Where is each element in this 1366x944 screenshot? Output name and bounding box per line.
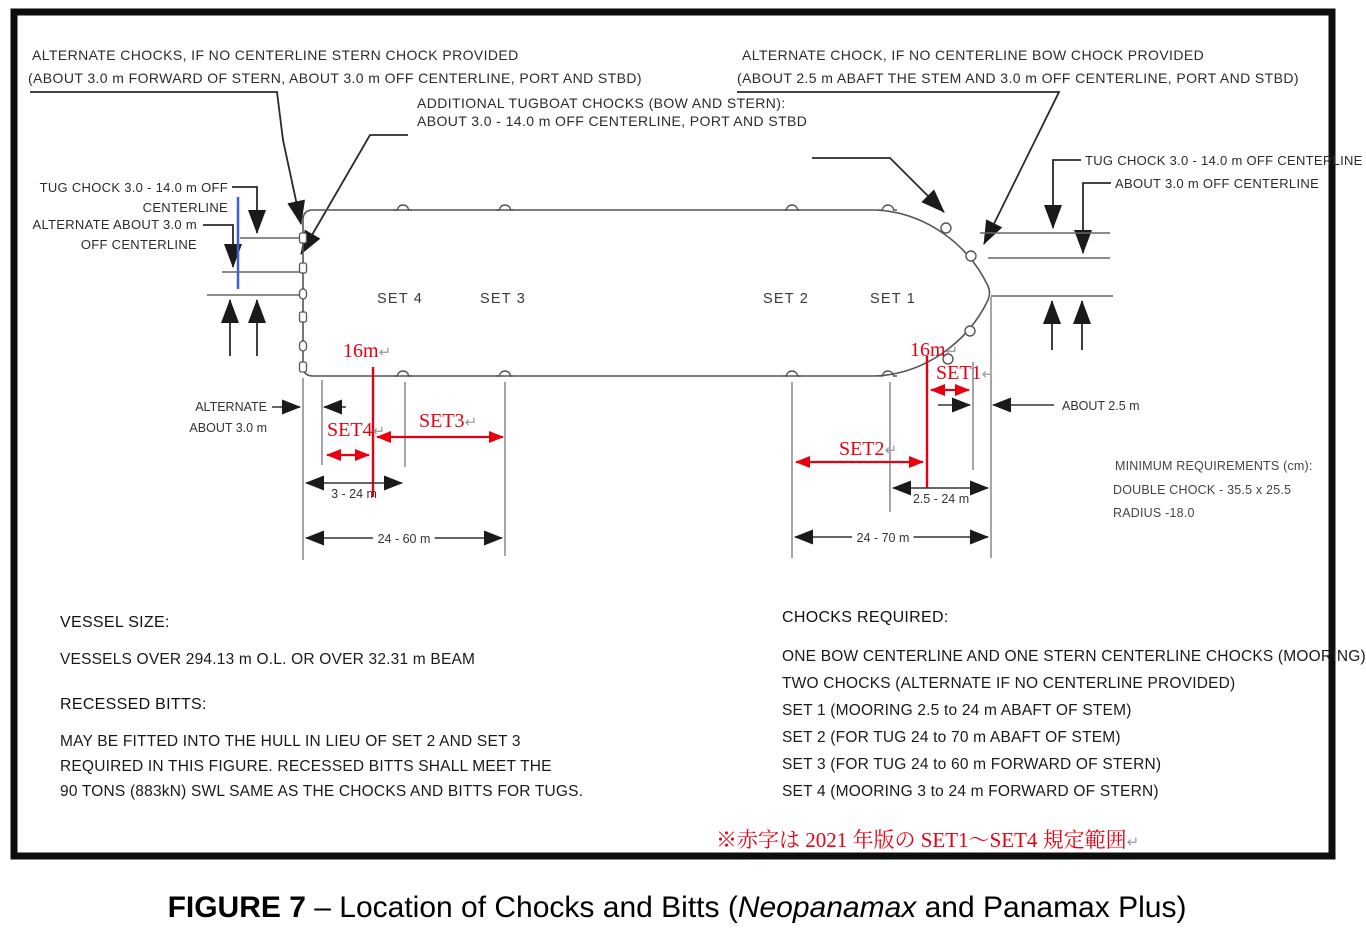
annotation-bow-alternate: [737, 47, 1299, 86]
set4-label: SET 4: [376, 291, 424, 307]
stern-alt-line1: ALTERNATE CHOCKS, IF NO CENTERLINE STERN CHOCK PROVIDED: [32, 47, 519, 63]
red-16m-stern-text: 16m↵: [343, 340, 392, 362]
vessel-size-body: VESSELS OVER 294.13 m O.L. OR OVER 32.31 m BEAM: [60, 651, 476, 668]
chocks-required-heading: CHOCKS REQUIRED:: [782, 609, 949, 626]
set3-label: SET 3: [479, 291, 527, 307]
port-tug-chock-label1: TUG CHOCK 3.0 - 14.0 m OFF: [39, 180, 228, 195]
recessed-bitts-line2: REQUIRED IN THIS FIGURE. RECESSED BITTS SHALL MEET THE: [60, 758, 552, 775]
caption-mid: – Location of Chocks and Bitts (: [305, 891, 738, 924]
dim-24-70-text: 24 - 70 m: [856, 531, 910, 545]
chocks-required-block: [782, 609, 1366, 800]
leader-tugboat-bow: [812, 158, 944, 212]
caption-neopanamax: Neopanamax: [737, 891, 917, 924]
leader-port-tug-chock: [232, 187, 257, 233]
tugboat-line1: ADDITIONAL TUGBOAT CHOCKS (BOW AND STERN):: [417, 95, 786, 111]
chocks-required-item-2: SET 1 (MOORING 2.5 to 24 m ABAFT OF STEM): [782, 702, 1132, 719]
recessed-bitts-heading: RECESSED BITTS:: [60, 696, 207, 713]
leader-stbd-about3: [1083, 183, 1111, 253]
recessed-bitts-block: [60, 696, 583, 800]
red-set2-text: SET2↵: [839, 438, 898, 460]
alternate-label-line2: ABOUT 3.0 m: [189, 421, 267, 435]
dim-25-24-text: 2.5 - 24 m: [912, 492, 970, 506]
extension-lines: [303, 297, 991, 560]
minimum-requirements: [1113, 459, 1313, 520]
stbd-side-labels: [1085, 153, 1363, 191]
stern-alt-line2: (ABOUT 3.0 m FORWARD OF STERN, ABOUT 3.0 m OFF CENTERLINE, PORT AND STBD): [28, 70, 642, 86]
dim-3-24-text: 3 - 24 m: [331, 487, 377, 501]
stbd-tug-chock-label: TUG CHOCK 3.0 - 14.0 m OFF CENTERLINE: [1085, 153, 1363, 168]
leader-tugboat-stern: [301, 135, 408, 254]
caption-figure-number: FIGURE 7: [167, 891, 306, 924]
set2-label: SET 2: [762, 291, 810, 307]
minreq-line2: DOUBLE CHOCK - 35.5 x 25.5: [1113, 483, 1292, 497]
red-2021-marks: [327, 339, 994, 497]
japanese-note: ※赤字は 2021 年版の SET1～SET4 規定範囲↵: [716, 828, 1140, 852]
tugboat-line2: ABOUT 3.0 - 14.0 m OFF CENTERLINE, PORT AND STBD: [417, 113, 808, 129]
set-labels: [377, 291, 916, 307]
recessed-bitts-line3: 90 TONS (883kN) SWL SAME AS THE CHOCKS AND BITTS FOR TUGS.: [60, 783, 584, 800]
annotation-tugboat-chocks: [417, 95, 807, 129]
red-set3-text: SET3↵: [419, 410, 478, 432]
minreq-line1: MINIMUM REQUIREMENTS (cm):: [1115, 459, 1313, 473]
alternate-label-line1: ALTERNATE: [195, 400, 267, 414]
leader-stbd-tug-chock: [1053, 160, 1081, 228]
set1-label: SET 1: [869, 291, 917, 307]
minreq-line3: RADIUS -18.0: [1113, 506, 1195, 520]
chocks-required-item-5: SET 4 (MOORING 3 to 24 m FORWARD OF STERN): [782, 783, 1159, 800]
leader-port-alternate: [203, 225, 233, 267]
port-tug-chock-label2: CENTERLINE: [142, 200, 228, 215]
figure-caption: [168, 891, 1187, 924]
bow-alt-line2: (ABOUT 2.5 m ABAFT THE STEM AND 3.0 m OFF CENTERLINE, PORT AND STBD): [737, 70, 1299, 86]
chocks-required-item-3: SET 2 (FOR TUG 24 to 70 m ABAFT OF STEM): [782, 729, 1121, 746]
red-set4-text: SET4↵: [327, 419, 386, 441]
annotation-stern-alternate: [28, 47, 642, 86]
about-25m-label: ABOUT 2.5 m: [1062, 399, 1140, 413]
recessed-bitts-line1: MAY BE FITTED INTO THE HULL IN LIEU OF SET 2 AND SET 3: [60, 733, 521, 750]
port-alternate-label1: ALTERNATE ABOUT 3.0 m: [32, 217, 197, 232]
vessel-size-block: [60, 614, 475, 668]
chocks-required-item-1: TWO CHOCKS (ALTERNATE IF NO CENTERLINE PROVIDED): [782, 675, 1236, 692]
chocks-required-item-4: SET 3 (FOR TUG 24 to 60 m FORWARD OF STERN): [782, 756, 1162, 773]
dim-24-60-text: 24 - 60 m: [377, 532, 431, 546]
red-set1-text: SET1↵: [936, 362, 995, 384]
bow-alt-line1: ALTERNATE CHOCK, IF NO CENTERLINE BOW CHOCK PROVIDED: [742, 47, 1205, 63]
dimension-arrows: [272, 405, 1054, 538]
vessel-size-heading: VESSEL SIZE:: [60, 614, 170, 631]
red-16m-bow-text: 16m↵: [910, 339, 959, 361]
port-side-labels: [32, 180, 228, 252]
stbd-about3-label: ABOUT 3.0 m OFF CENTERLINE: [1115, 176, 1320, 191]
offset-reference-lines: [207, 233, 1113, 296]
port-alternate-label2: OFF CENTERLINE: [80, 237, 197, 252]
caption-tail: and Panamax Plus): [916, 891, 1187, 924]
chocks-required-item-0: ONE BOW CENTERLINE AND ONE STERN CENTERLINE CHOCKS (MOORING): [782, 648, 1366, 665]
